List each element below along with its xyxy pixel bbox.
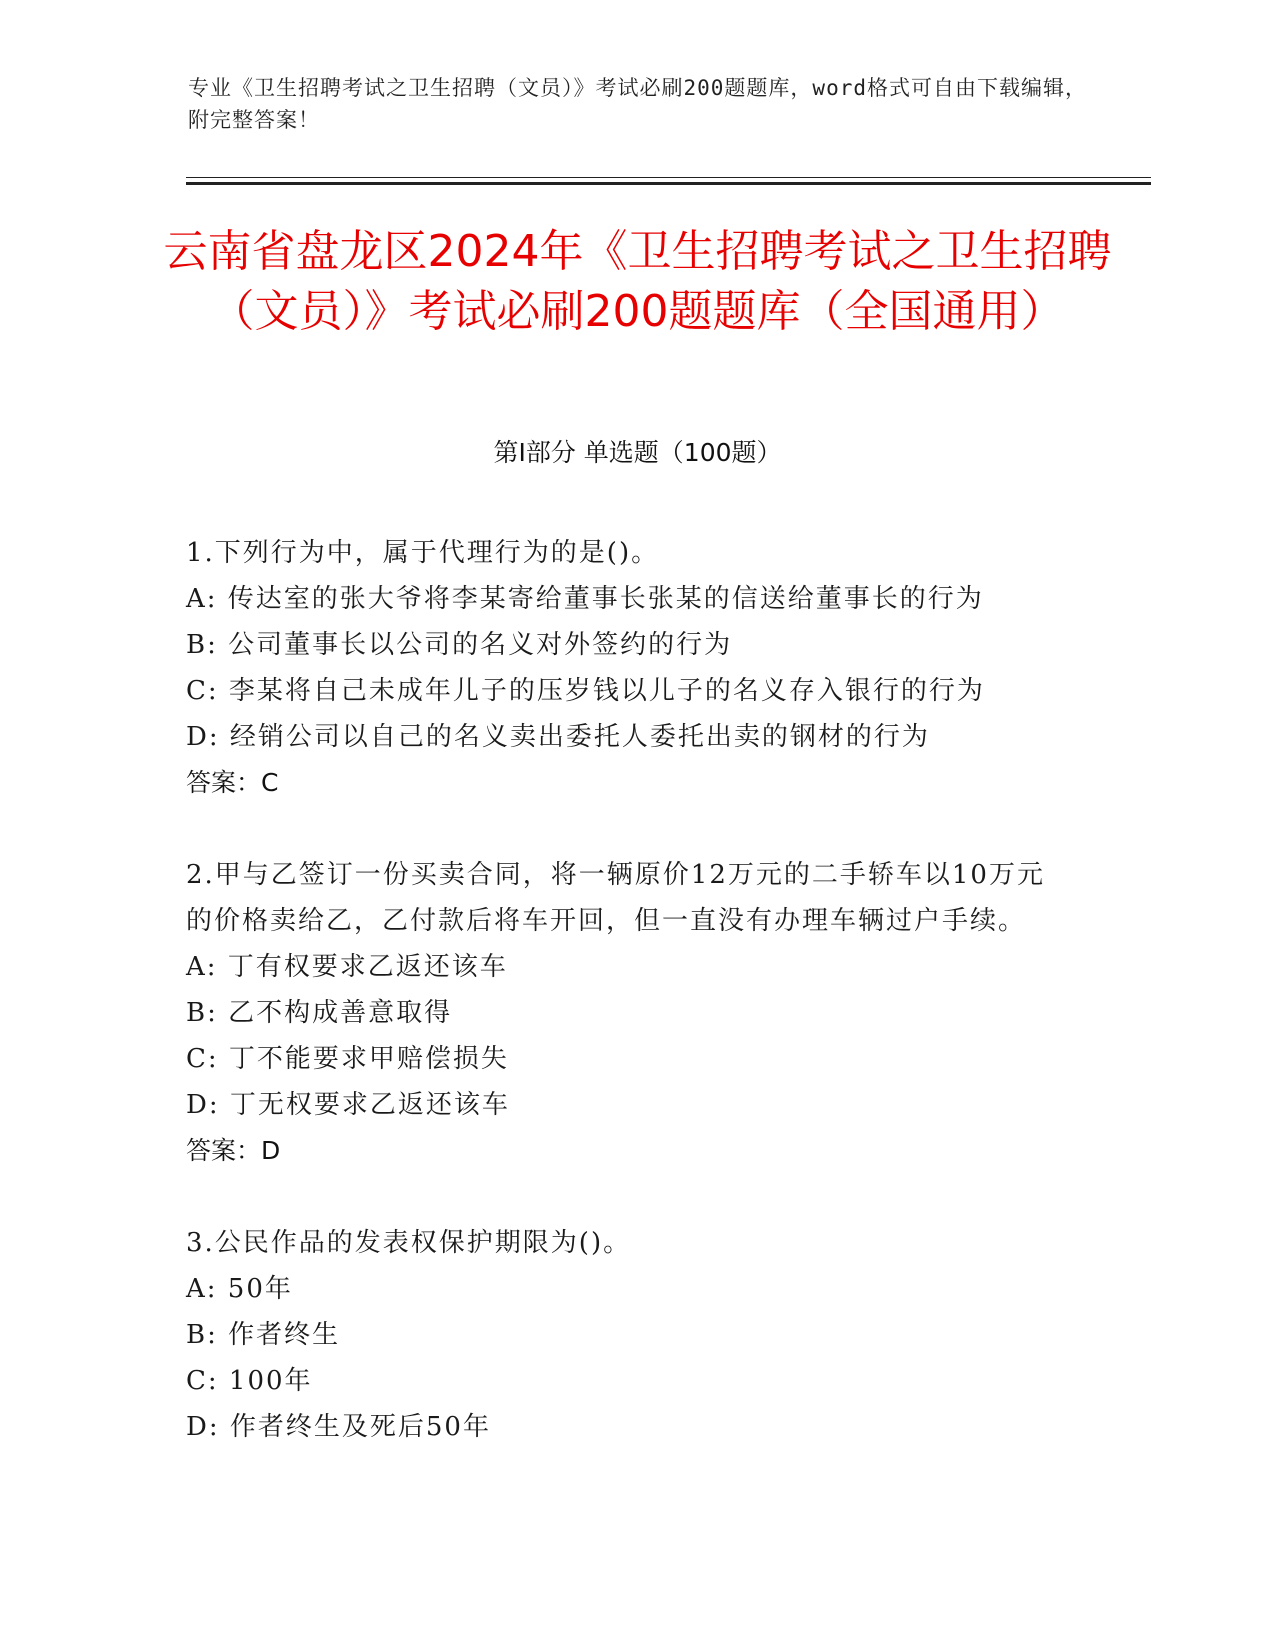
answer: 答案：D — [186, 1136, 281, 1165]
option-d: D: 作者终生及死后50年 — [186, 1412, 491, 1442]
option-b: B: 乙不构成善意取得 — [186, 998, 453, 1028]
question-2 — [186, 852, 1066, 1174]
intro-text: 专业《卫生招聘考试之卫生招聘（文员）》考试必刷200题题库，word格式可自由下载编辑，附完整答案！ — [188, 76, 1087, 132]
question-stem: 3.公民作品的发表权保护期限为()。 — [186, 1228, 632, 1258]
header-rule-thick — [186, 182, 1151, 185]
option-c: C: 丁不能要求甲赔偿损失 — [186, 1044, 509, 1074]
question-1 — [186, 530, 1066, 806]
question-3 — [186, 1220, 1066, 1450]
option-d: D: 经销公司以自己的名义卖出委托人委托出卖的钢材的行为 — [186, 722, 930, 752]
option-a: A: 传达室的张大爷将李某寄给董事长张某的信送给董事长的行为 — [186, 584, 984, 614]
question-stem: 1.下列行为中，属于代理行为的是()。 — [186, 538, 660, 568]
question-stem: 2.甲与乙签订一份买卖合同，将一辆原价12万元的二手轿车以10万元的价格卖给乙，乙付款后将车开回，但一直没有办理车辆过户手续。 — [186, 860, 1045, 936]
option-a: A: 丁有权要求乙返还该车 — [186, 952, 508, 982]
option-d: D: 丁无权要求乙返还该车 — [186, 1090, 510, 1120]
option-a: A: 50年 — [186, 1274, 293, 1304]
option-c: C: 100年 — [186, 1366, 313, 1396]
answer: 答案：C — [186, 768, 279, 797]
document-title: 云南省盘龙区2024年《卫生招聘考试之卫生招聘（文员）》考试必刷200题题库（全国通用） — [163, 226, 1112, 337]
option-b: B: 作者终生 — [186, 1320, 341, 1350]
option-c: C: 李某将自己未成年儿子的压岁钱以儿子的名义存入银行的行为 — [186, 676, 985, 706]
section-title: 第Ⅰ部分 单选题（100题） — [493, 438, 782, 467]
header-rule-thin — [186, 177, 1151, 178]
option-b: B: 公司董事长以公司的名义对外签约的行为 — [186, 630, 733, 660]
question-list — [186, 530, 1066, 1496]
